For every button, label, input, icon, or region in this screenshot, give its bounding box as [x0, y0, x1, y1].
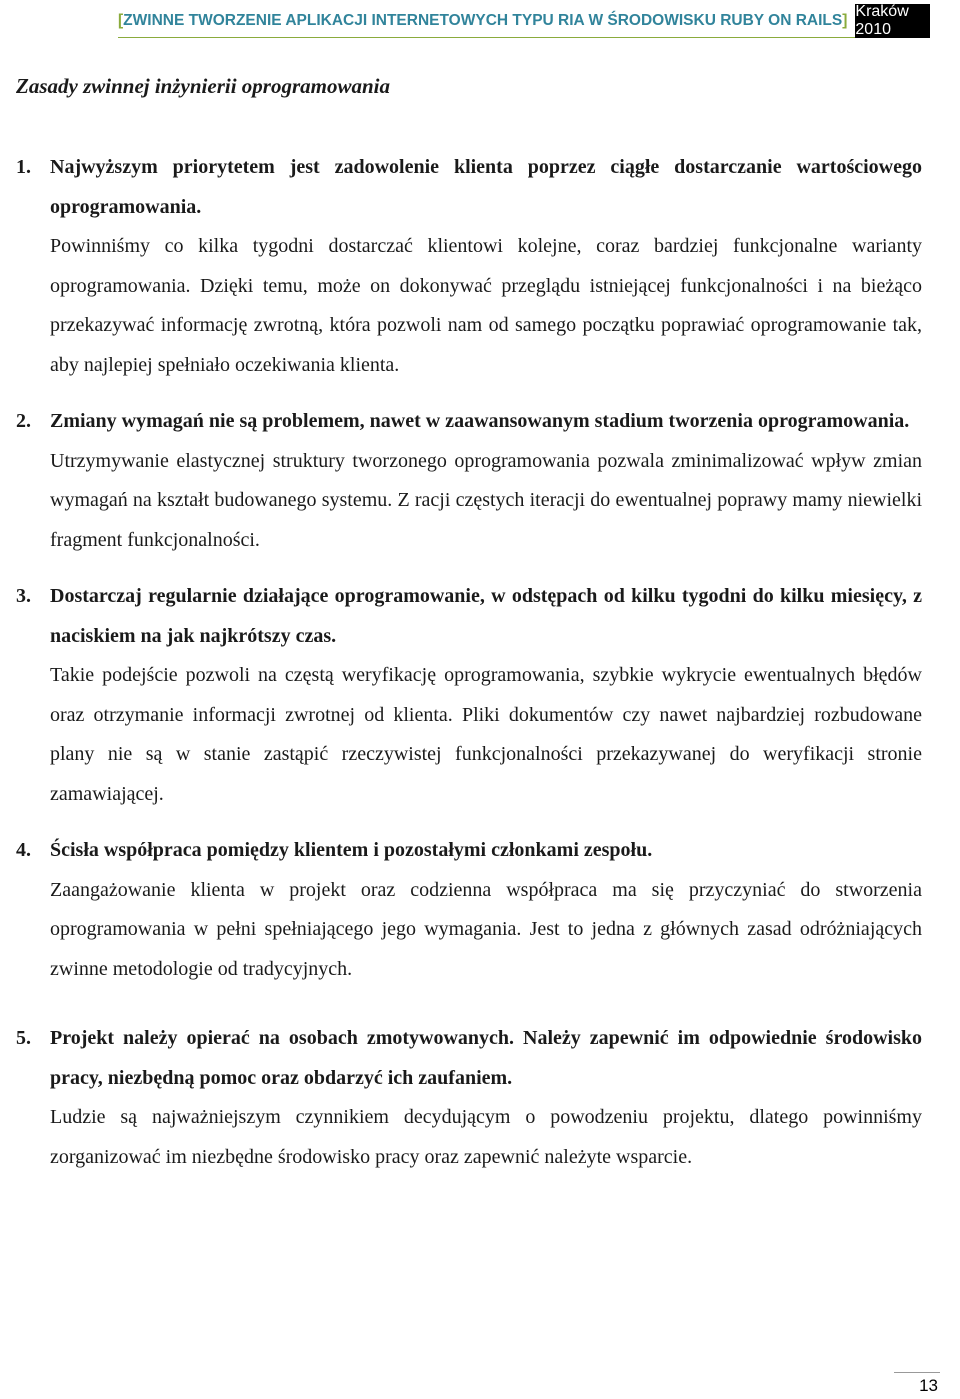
page-header — [118, 4, 930, 38]
header-bracket-close: ] — [842, 11, 848, 29]
principle-body: Takie podejście pozwoli na częstą weryfikację oprogramowania, szybkie wykrycie ewentualnych błędów oraz otrzymanie informacji zwrotnej od klienta. Pliki dokumentów czy nawet najbardziej rozbudowane plany nie są w stanie zastąpić rzeczywistej funkcjonalności przekazywanej do weryfikacji stronie zamawiającej. — [50, 664, 922, 805]
document-title: Zasady zwinnej inżynierii oprogramowania — [16, 74, 390, 98]
header-title — [118, 4, 855, 38]
principle-number: 4. — [16, 839, 31, 861]
footer-rule — [894, 1372, 940, 1373]
principle-heading: Dostarczaj regularnie działające oprogramowanie, w odstępach od kilku tygodni do kilku miesięcy, z naciskiem na jak najkrótszy czas. — [50, 585, 922, 647]
principle-number: 5. — [16, 1027, 31, 1049]
principle-body: Zaangażowanie klienta w projekt oraz codzienna współpraca ma się przyczyniać do stworzenia oprogramowania w pełni spełniającego jego wymagania. Jest to jedna z głównych zasad odróżniających zwinne metodologie od tradycyjnych. — [50, 878, 922, 980]
principle-body: Powinniśmy co kilka tygodni dostarczać klientowi kolejne, coraz bardziej funkcjonalne warianty oprogramowania. Dzięki temu, może on dokonywać przeglądu istniejącej funkcjonalności i na bieżąco przekazywać informację zwrotną, która pozwoli nam od samego początku poprawiać oprogramowanie tak, aby najlepiej spełniało oczekiwania klienta. — [50, 235, 922, 376]
page-number: 13 — [919, 1376, 938, 1395]
principle-body: Utrzymywanie elastycznej struktury tworzonego oprogramowania pozwala zminimalizować wpływ zmian wymagań na kształt budowanego systemu. Z racji częstych iteracji do ewentualnej poprawy mamy niewielki fragment funkcjonalności. — [50, 449, 922, 551]
principle-number: 3. — [16, 585, 31, 607]
header-bracket-open: [ — [118, 11, 124, 29]
principle-number: 2. — [16, 410, 31, 432]
principle-heading: Ścisła współpraca pomiędzy klientem i pozostałymi członkami zespołu. — [50, 839, 653, 861]
principle-number: 1. — [16, 156, 31, 178]
principle-heading: Najwyższym priorytetem jest zadowolenie klienta poprzez ciągłe dostarczanie wartościowego oprogramowania. — [50, 156, 922, 218]
principle-item — [16, 577, 922, 814]
principle-heading: Projekt należy opierać na osobach zmotywowanych. Należy zapewnić im odpowiednie środowisko pracy, niezbędną pomoc oraz obdarzyć ich zaufaniem. — [50, 1027, 922, 1089]
principle-item — [16, 1019, 922, 1177]
principle-body: Ludzie są najważniejszym czynnikiem decydującym o powodzeniu projektu, dlatego powinniśmy zorganizować im niezbędne środowisko pracy oraz zapewnić należyte wsparcie. — [50, 1106, 922, 1168]
principle-heading: Zmiany wymagań nie są problemem, nawet w zaawansowanym stadium tworzenia oprogramowania. — [50, 410, 910, 432]
principle-item — [16, 148, 922, 385]
header-city-year: Kraków 2010 — [855, 4, 930, 38]
header-title-text: ZWINNE TWORZENIE APLIKACJI INTERNETOWYCH TYPU RIA W ŚRODOWISKU RUBY ON RAILS — [123, 11, 843, 29]
principle-item — [16, 402, 922, 560]
principle-item — [16, 831, 922, 989]
principles-list — [16, 148, 922, 1194]
